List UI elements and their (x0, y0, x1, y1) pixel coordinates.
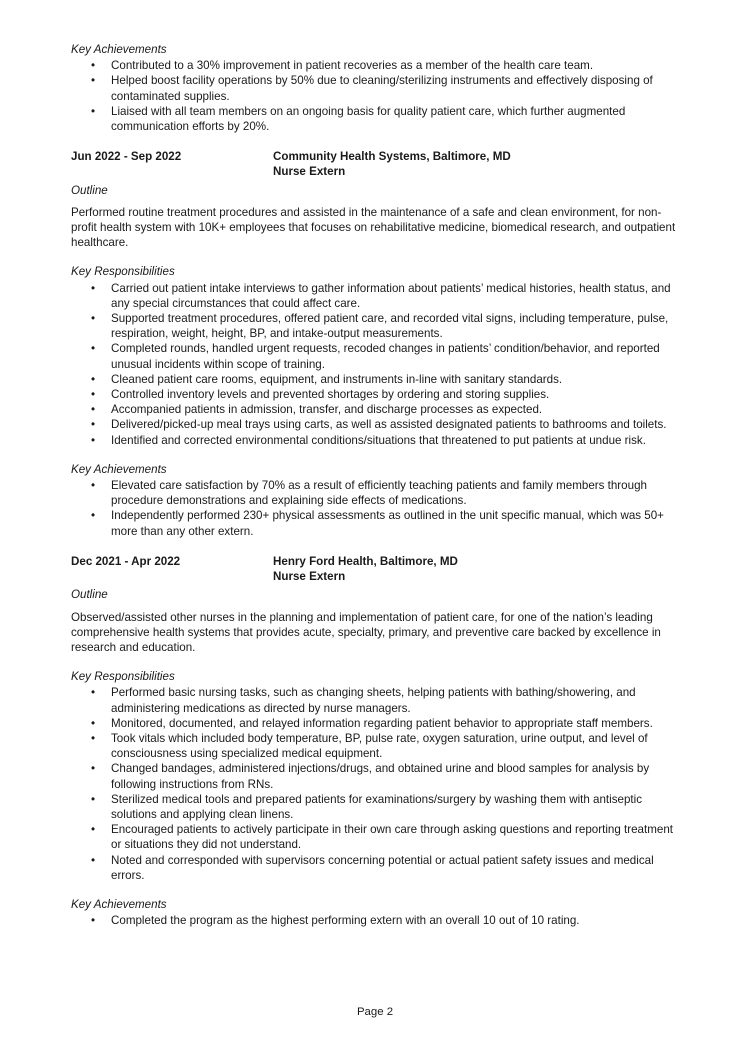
job-title: Nurse Extern (273, 165, 346, 179)
bullet-icon: • (90, 388, 96, 402)
bullet-icon: • (90, 479, 96, 493)
job-header (71, 149, 681, 179)
list-item: • Accompanied patients in admission, transfer, and discharge processes as expected. (71, 402, 681, 417)
job-title: Nurse Extern (273, 570, 346, 584)
achievements-list (71, 58, 681, 134)
section-label-achievements: Key Achievements (71, 897, 167, 911)
section-label-outline: Outline (71, 588, 108, 602)
list-item: • Completed rounds, handled urgent requests, recoded changes in patients’ condition/behavior, and reported unusual incidents within scope of training. (71, 341, 681, 371)
list-item: • Cleaned patient care rooms, equipment, and instruments in-line with sanitary standards. (71, 372, 681, 387)
bullet-icon: • (90, 509, 96, 523)
list-item: • Changed bandages, administered injections/drugs, and obtained urine and blood samples for analysis by following instructions from RNs. (71, 761, 681, 791)
bullet-icon: • (90, 418, 96, 432)
bullet-icon: • (90, 59, 96, 73)
list-item: • Controlled inventory levels and prevented shortages by ordering and storing supplies. (71, 387, 681, 402)
section-label-achievements: Key Achievements (71, 43, 167, 56)
list-item: • Identified and corrected environmental conditions/situations that threatened to put patients at undue risk. (71, 433, 681, 448)
list-item: • Monitored, documented, and relayed information regarding patient behavior to appropriate staff members. (71, 716, 681, 731)
bullet-icon: • (90, 104, 96, 118)
section-label-achievements: Key Achievements (71, 462, 167, 476)
bullet-icon: • (90, 716, 96, 730)
bullet-icon: • (90, 853, 96, 867)
job-header (71, 554, 681, 584)
achievements-list (71, 478, 681, 539)
bullet-icon: • (90, 281, 96, 295)
responsibilities-list (71, 281, 681, 448)
job-outline: Observed/assisted other nurses in the planning and implementation of patient care, for one of the nation’s leading comprehensive health systems that provides acute, specialty, primary, and preventive care backed by excellence in research and education. (71, 610, 661, 654)
list-item: • Liaised with all team members on an ongoing basis for quality patient care, which further augmented communication efforts by 20%. (71, 104, 681, 134)
list-item: • Performed basic nursing tasks, such as changing sheets, helping patients with bathing/showering, and administering medications as directed by nurse managers. (71, 685, 681, 715)
list-item: • Elevated care satisfaction by 70% as a result of efficiently teaching patients and family members through procedure demonstrations and explaining side effects of medications. (71, 478, 681, 508)
job-outline: Performed routine treatment procedures and assisted in the maintenance of a safe and clean environment, for non-profit health system with 10K+ employees that focuses on rehabilitative medicine, biomedical research, and outpatient healthcare. (71, 205, 676, 250)
list-item: • Took vitals which included body temperature, BP, pulse rate, oxygen saturation, urine output, and level of consciousness using specialized medical equipment. (71, 731, 681, 761)
page-number: Page 2 (356, 1006, 394, 1018)
list-item: • Independently performed 230+ physical assessments as outlined in the unit specific manual, which was 50+ more than any other extern. (71, 508, 681, 538)
resume-page (71, 42, 681, 928)
bullet-icon: • (90, 823, 96, 837)
job-date: Dec 2021 - Apr 2022 (71, 554, 181, 568)
job-date: Jun 2022 - Sep 2022 (71, 150, 182, 164)
list-item: • Contributed to a 30% improvement in patient recoveries as a member of the health care team. (71, 58, 681, 73)
bullet-icon: • (90, 914, 96, 928)
bullet-icon: • (90, 403, 96, 417)
bullet-icon: • (90, 686, 96, 700)
list-item: • Encouraged patients to actively participate in their own care through asking questions and reporting treatment or situations they did not understand. (71, 822, 681, 852)
bullet-icon: • (90, 74, 96, 88)
list-item: • Carried out patient intake interviews to gather information about patients’ medical histories, health status, and any special circumstances that could affect care. (71, 281, 681, 311)
bullet-icon: • (90, 372, 96, 386)
section-label-responsibilities: Key Responsibilities (71, 265, 175, 279)
list-item: • Supported treatment procedures, offered patient care, and recorded vital signs, including temperature, pulse, respiration, weight, height, BP, and intake-output measurements. (71, 311, 681, 341)
section-label-responsibilities: Key Responsibilities (71, 670, 175, 684)
responsibilities-list (71, 685, 681, 883)
list-item: • Sterilized medical tools and prepared patients for examinations/surgery by washing them with antiseptic solutions and applying clean linens. (71, 792, 681, 822)
bullet-icon: • (90, 312, 96, 326)
list-item: • Noted and corresponded with supervisors concerning potential or actual patient safety issues and medical errors. (71, 853, 681, 883)
bullet-icon: • (90, 342, 96, 356)
list-item: • Helped boost facility operations by 50% due to cleaning/sterilizing instruments and effectively disposing of contaminated supplies. (71, 73, 681, 103)
bullet-icon: • (90, 731, 96, 745)
bullet-icon: • (90, 762, 96, 776)
achievements-list (71, 913, 681, 928)
bullet-icon: • (90, 433, 96, 447)
list-item: • Delivered/picked-up meal trays using carts, as well as assisted designated patients to bathrooms and toilets. (71, 417, 681, 432)
section-label-outline: Outline (71, 183, 108, 197)
bullet-icon: • (90, 792, 96, 806)
job-organization: Henry Ford Health, Baltimore, MD (273, 554, 458, 568)
list-item: • Completed the program as the highest performing extern with an overall 10 out of 10 rating. (71, 913, 681, 928)
job-organization: Community Health Systems, Baltimore, MD (273, 150, 511, 164)
